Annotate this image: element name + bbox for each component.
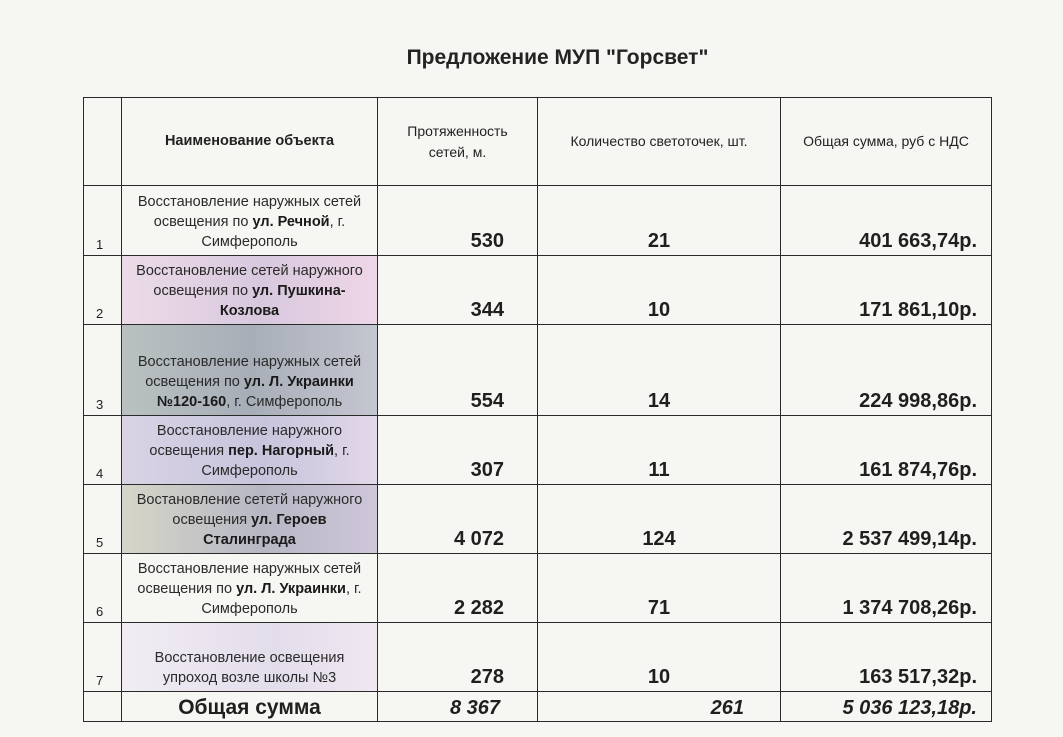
table-row xyxy=(84,554,992,623)
table-row xyxy=(84,186,992,256)
total-label: Общая сумма xyxy=(122,692,378,722)
object-name: Востановление сететй наружного освещения ул. Героев Сталинграда xyxy=(122,485,378,554)
total-cost: 161 874,76р. xyxy=(781,416,992,485)
table-row xyxy=(84,325,992,416)
header-length: Протяженность сетей, м. xyxy=(378,98,538,186)
network-length: 307 xyxy=(378,416,538,485)
object-name: Восстановление освещения упроход возле школы №3 xyxy=(122,623,378,692)
row-number: 4 xyxy=(84,416,122,485)
header-name: Наименование объекта xyxy=(122,98,378,186)
light-points-count: 11 xyxy=(538,416,781,485)
light-points-count: 21 xyxy=(538,186,781,256)
light-points-count: 14 xyxy=(538,325,781,416)
table-row xyxy=(84,416,992,485)
row-number: 7 xyxy=(84,623,122,692)
object-name: Восстановление наружного освещения пер. Нагорный, г. Симферополь xyxy=(122,416,378,485)
light-points-count: 10 xyxy=(538,256,781,325)
total-num xyxy=(84,692,122,722)
header-row xyxy=(84,98,992,186)
total-cost: 401 663,74р. xyxy=(781,186,992,256)
total-cost: 224 998,86р. xyxy=(781,325,992,416)
row-number: 5 xyxy=(84,485,122,554)
object-name: Восстановление наружных сетей освещения по ул. Речной, г. Симферополь xyxy=(122,186,378,256)
total-cost: 163 517,32р. xyxy=(781,623,992,692)
total-length: 8 367 xyxy=(378,692,538,722)
header-sum: Общая сумма, руб с НДС xyxy=(781,98,992,186)
object-name: Восстановление наружных сетей освещения по ул. Л. Украинки, г. Симферополь xyxy=(122,554,378,623)
total-cost: 2 537 499,14р. xyxy=(781,485,992,554)
row-number: 1 xyxy=(84,186,122,256)
total-count: 261 xyxy=(538,692,781,722)
light-points-count: 124 xyxy=(538,485,781,554)
table-row xyxy=(84,485,992,554)
table-row xyxy=(84,623,992,692)
total-cost: 171 861,10р. xyxy=(781,256,992,325)
network-length: 4 072 xyxy=(378,485,538,554)
light-points-count: 10 xyxy=(538,623,781,692)
row-number: 6 xyxy=(84,554,122,623)
header-count: Количество светоточек, шт. xyxy=(538,98,781,186)
total-row xyxy=(84,692,992,722)
network-length: 278 xyxy=(378,623,538,692)
network-length: 554 xyxy=(378,325,538,416)
light-points-count: 71 xyxy=(538,554,781,623)
network-length: 344 xyxy=(378,256,538,325)
table-row xyxy=(84,256,992,325)
total-sum: 5 036 123,18р. xyxy=(781,692,992,722)
row-number: 2 xyxy=(84,256,122,325)
header-num xyxy=(84,98,122,186)
proposal-table xyxy=(83,97,992,722)
total-cost: 1 374 708,26р. xyxy=(781,554,992,623)
network-length: 530 xyxy=(378,186,538,256)
document-title: Предложение МУП "Горсвет" xyxy=(406,46,709,69)
object-name: Восстановление наружных сетей освещения по ул. Л. Украинки №120-160, г. Симферополь xyxy=(122,325,378,416)
row-number: 3 xyxy=(84,325,122,416)
object-name: Восстановление сетей наружного освещения по ул. Пушкина-Козлова xyxy=(122,256,378,325)
network-length: 2 282 xyxy=(378,554,538,623)
